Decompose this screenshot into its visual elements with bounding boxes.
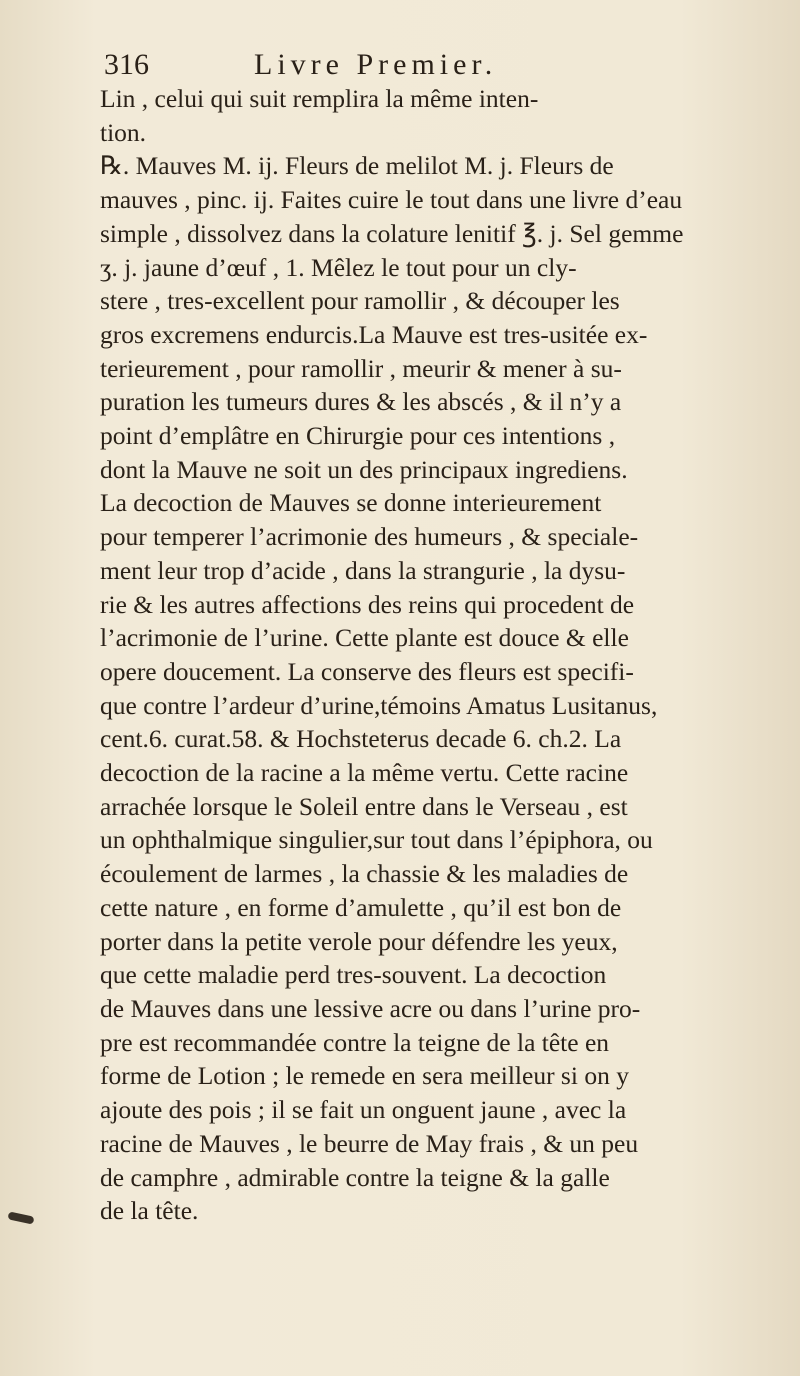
text-line: opere doucement. La conserve des fleurs est specifi- <box>100 656 634 686</box>
text-line: point d’emplâtre en Chirurgie pour ces intentions , <box>100 421 616 451</box>
text-line: cent.6. curat.58. & Hochsteterus decade 6. ch.2. La <box>100 724 622 754</box>
text-line: ajoute des pois ; il se fait un onguent jaune , avec la <box>100 1095 627 1125</box>
running-title: Livre Premier. <box>254 48 498 81</box>
text-line: de Mauves dans une lessive acre ou dans l’urine pro- <box>100 993 641 1023</box>
text-line: simple , dissolvez dans la colature lenitif ℥. j. Sel gemme <box>100 218 684 248</box>
text-line: mauves , pinc. ij. Faites cuire le tout dans une livre d’eau <box>100 185 683 215</box>
text-line: porter dans la petite verole pour défendre les yeux, <box>100 926 618 956</box>
text-line: que cette maladie perd tres-souvent. La decoction <box>100 960 607 990</box>
text-line: terieurement , pour ramollir , meurir & mener à su- <box>100 353 622 383</box>
text-line: stere , tres-excellent pour ramollir , & découper les <box>100 286 620 316</box>
text-line: forme de Lotion ; le remede en sera meilleur si on y <box>100 1061 629 1091</box>
text-line: La decoction de Mauves se donne interieurement <box>100 488 602 518</box>
text-line: dont la Mauve ne soit un des principaux ingrediens. <box>100 454 628 484</box>
text-line: decoction de la racine a la même vertu. Cette racine <box>100 758 629 788</box>
text-line: de camphre , admirable contre la teigne & la galle <box>100 1162 610 1192</box>
text-line: gros excremens endurcis.La Mauve est tres-usitée ex- <box>100 319 648 349</box>
text-line: ment leur trop d’acide , dans la strangurie , la dysu- <box>100 555 626 585</box>
text-line: racine de Mauves , le beurre de May frais , & un peu <box>100 1128 639 1158</box>
text-line: pour temperer l’acrimonie des humeurs , & speciale- <box>100 522 639 552</box>
text-line: que contre l’ardeur d’urine,témoins Amatus Lusitanus, <box>100 690 658 720</box>
text-line: cette nature , en forme d’amulette , qu’il est bon de <box>100 892 622 922</box>
text-line: écoulement de larmes , la chassie & les maladies de <box>100 859 629 889</box>
text-line: ʒ. j. jaune d’œuf , 1. Mêlez le tout pour un cly- <box>100 252 577 282</box>
text-line: pre est recommandée contre la teigne de la tête en <box>100 1027 610 1057</box>
text-line: rie & les autres affections des reins qui procedent de <box>100 589 635 619</box>
text-line: ℞. Mauves M. ij. Fleurs de melilot M. j. Fleurs de <box>100 151 614 181</box>
body-text <box>100 82 760 1228</box>
text-line: puration les tumeurs dures & les abscés , & il n’y a <box>100 387 622 417</box>
text-line: l’acrimonie de l’urine. Cette plante est douce & elle <box>100 623 629 653</box>
text-line: un ophthalmique singulier,sur tout dans l’épiphora, ou <box>100 825 653 855</box>
page-number: 316 <box>104 48 149 81</box>
text-line: tion. <box>100 117 147 147</box>
ink-mark <box>7 1211 34 1224</box>
text-line: de la tête. <box>100 1196 199 1226</box>
text-line: Lin , celui qui suit remplira la même inten- <box>100 84 539 113</box>
text-line: arrachée lorsque le Soleil entre dans le Verseau , est <box>100 791 628 821</box>
